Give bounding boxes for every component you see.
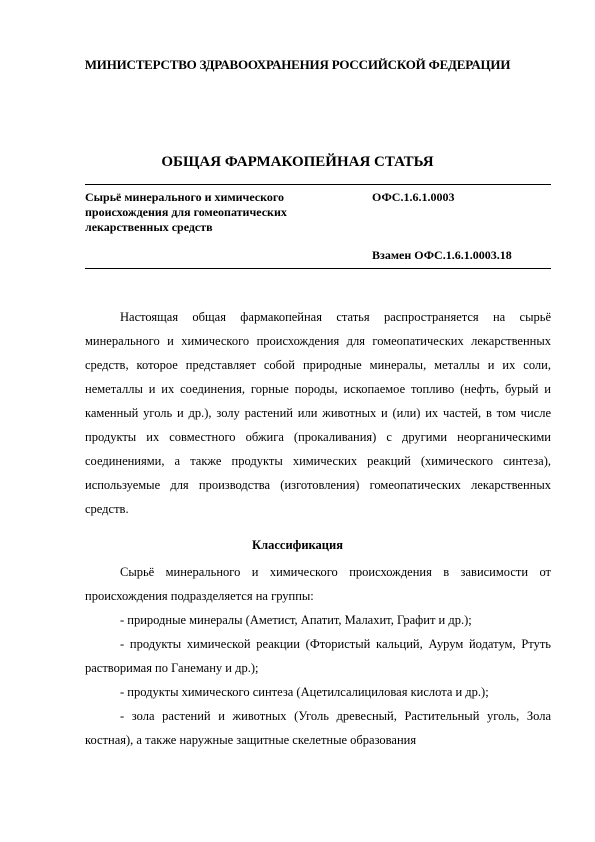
- header-top-rule: [85, 184, 551, 185]
- classification-section: [85, 560, 551, 752]
- header-bottom-rule: [85, 268, 551, 269]
- monograph-code: ОФС.1.6.1.0003: [372, 190, 455, 204]
- classification-heading: Классификация: [252, 538, 343, 552]
- group-item-minerals: - природные минералы (Аметист, Апатит, Малахит, Графит и др.);: [120, 613, 472, 627]
- group-item-ash: - зола растений и животных (Уголь древесный, Растительный уголь, Зола костная), а также наружные защитные скелетные образования: [85, 709, 551, 747]
- group-item-chemical-reaction: - продукты химической реакции (Фтористый кальций, Аурум йодатум, Ртуть растворимая по Ганеману и др.);: [85, 637, 551, 675]
- intro-paragraph: Настоящая общая фармакопейная статья распространяется на сырьё минерального и химического происхождения для гомеопатических лекарственных средств, которое представляет собой природные минералы, металлы и их соли, неметаллы и их соединения, горные породы, ископаемое топливо (нефть, бурый и каменный уголь и др.), золу растений или животных и (или) их частей, в том числе продукты их совместного обжига (прокаливания) с другими неорганическими соединениями, а также продукты химических реакций (химического синтеза), используемые для производства (изготовления) гомеопатических лекарственных средств.: [85, 310, 551, 516]
- ministry-heading: МИНИСТЕРСТВО ЗДРАВООХРАНЕНИЯ РОССИЙСКОЙ ФЕДЕРАЦИИ: [84, 57, 511, 72]
- document-title: ОБЩАЯ ФАРМАКОПЕЙНАЯ СТАТЬЯ: [161, 154, 434, 170]
- intro-section: [85, 305, 551, 521]
- group-item-chemical-synthesis: - продукты химического синтеза (Ацетилсалициловая кислота и др.);: [120, 685, 489, 699]
- replaces-code: Взамен ОФС.1.6.1.0003.18: [372, 248, 512, 262]
- classification-intro: Сырьё минерального и химического происхождения в зависимости от происхождения подразделяется на группы:: [85, 565, 551, 603]
- monograph-subject: Сырьё минерального и химического происхождения для гомеопатических лекарственных средств: [85, 190, 287, 234]
